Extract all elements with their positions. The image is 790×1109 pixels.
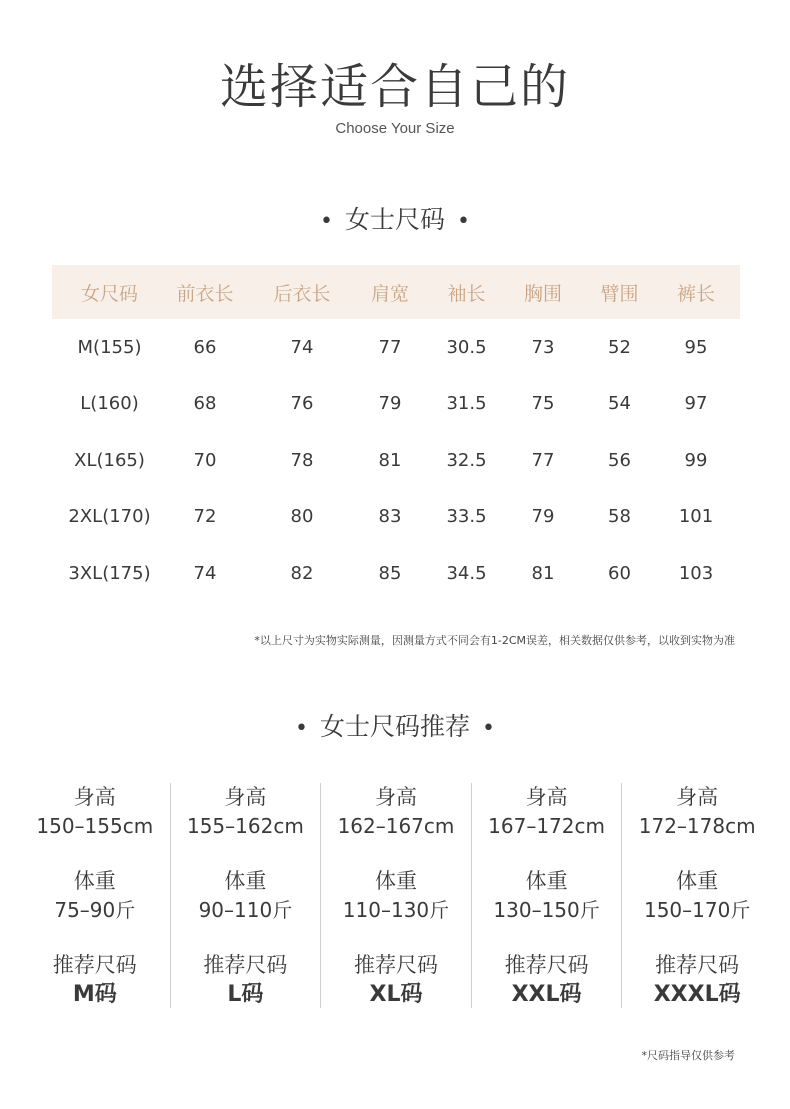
table-cell: 60: [608, 562, 631, 584]
size-table: [52, 265, 740, 602]
table-cell: 66: [193, 336, 217, 358]
table-row: [52, 489, 740, 546]
height-label: 身高: [676, 785, 719, 809]
recommend-size-value: XXXL码: [653, 982, 741, 1007]
table-cell: 77: [378, 336, 402, 358]
recommend-column: [20, 783, 170, 1008]
column-header: 女尺码: [80, 282, 138, 305]
table-header-row: [52, 265, 740, 319]
table-cell: 76: [290, 393, 314, 415]
table-disclaimer-note: *以上尺寸为实物实际测量，因测量方式不同会有1-2CM误差，相关数据仅供参考，以收到实物为准: [254, 634, 735, 647]
height-label: 身高: [525, 785, 568, 809]
table-cell: 56: [608, 449, 631, 471]
page-subtitle: Choose Your Size: [335, 120, 455, 137]
table-cell: 30.5: [446, 336, 487, 358]
height-value: 172–178cm: [638, 814, 756, 838]
table-cell: 58: [608, 506, 631, 528]
table-cell: 101: [678, 506, 714, 528]
bullet-dot: •: [295, 715, 308, 741]
column-header: 臂围: [600, 282, 639, 305]
recommend-grid: [20, 783, 772, 1008]
table-cell: XL(165): [74, 449, 145, 471]
column-header: 肩宽: [370, 282, 409, 305]
table-cell: 95: [684, 336, 708, 358]
table-cell: 54: [608, 393, 631, 415]
height-label: 身高: [224, 785, 267, 809]
page-title: 选择适合自己的: [219, 59, 570, 115]
height-value: 167–172cm: [488, 814, 605, 838]
weight-value: 110–130斤: [342, 898, 450, 922]
table-cell: 34.5: [446, 562, 487, 584]
table-cell: 78: [290, 449, 314, 471]
table-cell: 74: [193, 562, 217, 584]
weight-label: 体重: [676, 869, 719, 893]
weight-label: 体重: [224, 869, 267, 893]
recommend-size-label: 推荐尺码: [504, 953, 589, 977]
table-cell: M(155): [77, 336, 142, 358]
table-cell: 68: [193, 393, 217, 415]
height-label: 身高: [374, 785, 417, 809]
table-cell: 72: [193, 506, 217, 528]
table-cell: 77: [531, 449, 555, 471]
table-cell: 79: [531, 506, 555, 528]
column-header: 裤长: [676, 282, 715, 305]
recommend-column: [320, 783, 471, 1008]
bullet-dot: •: [457, 208, 470, 234]
recommend-disclaimer-note: *尺码指导仅供参考: [641, 1049, 735, 1062]
table-cell: 31.5: [446, 393, 487, 415]
table-cell: 79: [378, 393, 402, 415]
table-cell: 103: [678, 562, 714, 584]
weight-value: 90–110斤: [198, 898, 293, 922]
table-cell: 32.5: [446, 449, 487, 471]
column-header: 前衣长: [176, 282, 234, 305]
recommend-size-value: L码: [227, 982, 264, 1007]
table-cell: 2XL(170): [68, 506, 151, 528]
table-cell: 83: [378, 506, 402, 528]
height-value: 162–167cm: [337, 814, 455, 838]
table-cell: L(160): [80, 393, 139, 415]
column-header: 胸围: [523, 282, 562, 305]
recommend-section-title: [0, 707, 790, 743]
table-cell: 80: [290, 506, 314, 528]
recommend-size-label: 推荐尺码: [655, 953, 740, 977]
table-cell: 81: [378, 449, 402, 471]
bullet-dot: •: [320, 208, 333, 234]
table-cell: 97: [684, 393, 708, 415]
recommend-column: [170, 783, 321, 1008]
table-cell: 74: [290, 336, 314, 358]
column-header: 后衣长: [273, 282, 331, 305]
table-cell: 82: [290, 562, 314, 584]
weight-value: 130–150斤: [493, 898, 600, 922]
height-value: 150–155cm: [36, 814, 154, 838]
table-cell: 52: [608, 336, 631, 358]
weight-label: 体重: [525, 869, 568, 893]
table-cell: 85: [378, 562, 402, 584]
weight-label: 体重: [73, 869, 116, 893]
recommend-section-title-text: 女士尺码推荐: [319, 712, 470, 741]
table-cell: 70: [193, 449, 217, 471]
table-row: [52, 545, 740, 602]
table-cell: 81: [531, 562, 555, 584]
recommend-size-value: XXL码: [511, 982, 582, 1007]
column-header: 袖长: [447, 282, 486, 305]
weight-label: 体重: [374, 869, 417, 893]
weight-value: 75–90斤: [54, 898, 136, 922]
recommend-size-label: 推荐尺码: [353, 953, 438, 977]
table-cell: 73: [531, 336, 555, 358]
recommend-column: [621, 783, 772, 1008]
table-row: [52, 319, 740, 376]
table-cell: 33.5: [446, 506, 487, 528]
recommend-size-label: 推荐尺码: [52, 953, 137, 977]
table-row: [52, 432, 740, 489]
table-cell: 75: [531, 393, 555, 415]
recommend-size-value: M码: [72, 982, 117, 1007]
height-label: 身高: [73, 785, 116, 809]
recommend-size-label: 推荐尺码: [203, 953, 288, 977]
size-section-title: [0, 200, 790, 236]
recommend-size-value: XL码: [369, 982, 423, 1007]
height-value: 155–162cm: [186, 814, 304, 838]
table-row: [52, 376, 740, 433]
size-section-title-text: 女士尺码: [344, 205, 445, 234]
table-cell: 99: [684, 449, 708, 471]
recommend-column: [471, 783, 622, 1008]
table-cell: 3XL(175): [68, 562, 151, 584]
weight-value: 150–170斤: [643, 898, 751, 922]
bullet-dot: •: [482, 715, 495, 741]
